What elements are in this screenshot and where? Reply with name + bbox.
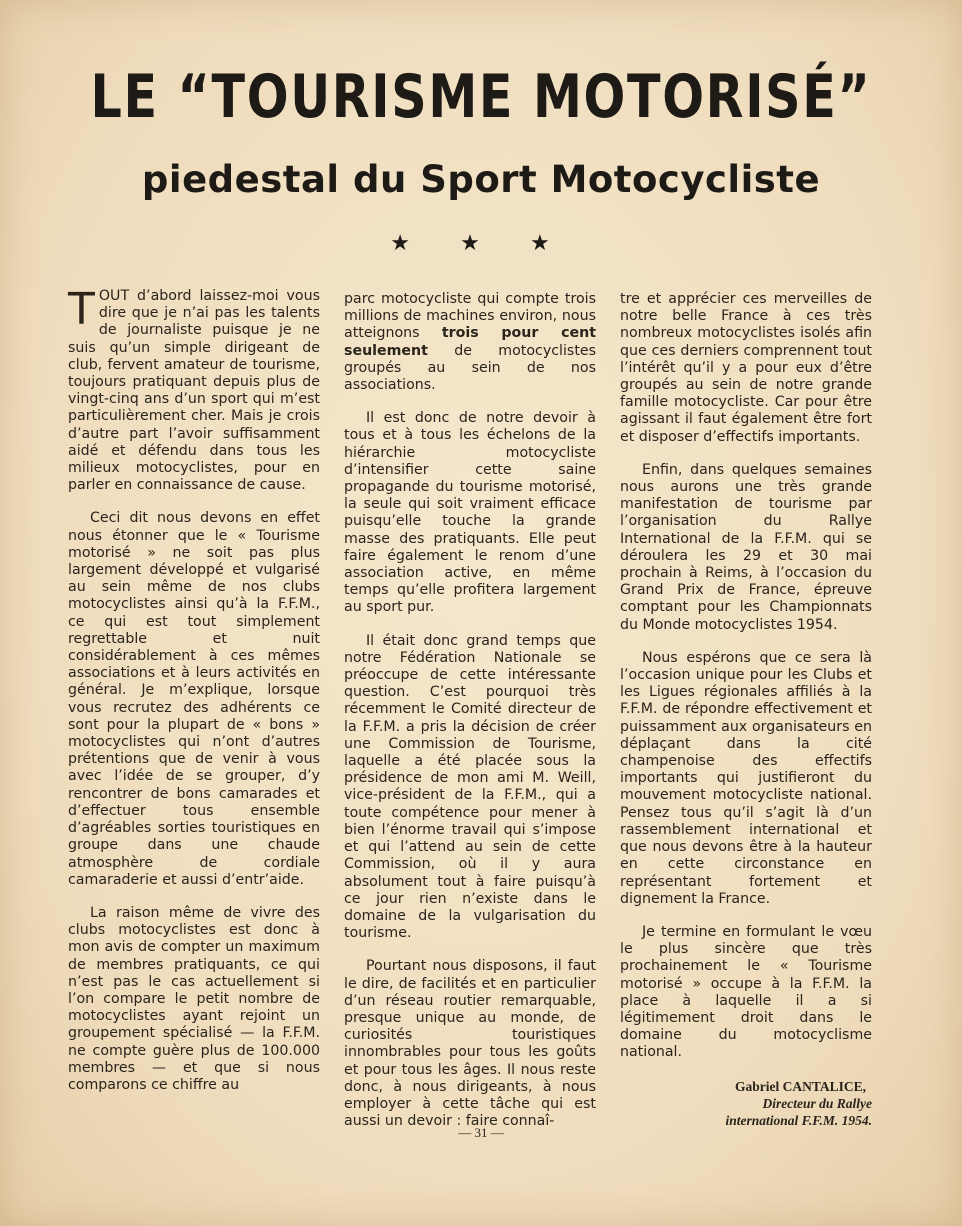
paragraph: Ceci dit nous devons en effet nous étonner que le « Tourisme motorisé » ne soit pas plus largement développé et vulgarisé au sein même de nos clubs motocyclistes ainsi qu’à la F.F.M., ce qui est tout simplement regrettable et nuit considérablement à ces mêmes associations et à leurs activités en général. Je m’explique, lorsque vous recrutez des adhérents ce sont pour la plupart de « bons » motocyclistes qui n’ont d’autres prétentions que de venir à vous avec l’idée de se grouper, d’y rencontrer de bons camarades et d’effectuer tous ensemble d’agréables sorties touristiques en groupe dans une chaude atmosphère de cordiale camaraderie et aussi d’entr’aide. <box>68 510 320 888</box>
paragraph: tre et apprécier ces merveilles de notre belle France à ces très nombreux motocyclistes isolés afin que ces derniers comprennent tout l’intérêt qu’il y a pour eux d’être groupés au sein de notre grande famille motocycliste. Car pour être agissant il faut également être fort et disposer d’effectifs importants. <box>620 291 872 445</box>
paragraph: Je termine en formulant le vœu le plus sincère que très prochainement le « Tourisme motorisé » occupe à la F.F.M. la place à laquelle il a si légitimement droit dans le domaine du motocyclisme national. <box>620 923 872 1061</box>
paragraph <box>344 291 596 394</box>
article-title: LE “TOURISME MOTORISÉ” <box>90 62 872 132</box>
signature-title-line-1: Directeur du Rallye <box>762 1095 872 1111</box>
paragraph-text: OUT d’abord laissez-moi vous dire que je n’ai pas les talents de journaliste puisque je ne suis qu’un simple dirigeant de club, fervent amateur de tourisme, toujours pratiquant depuis plus de vingt-cinq ans d’un sport qui m’est particulièrement cher. Mais je crois d’autre part l’avoir suffisamment aidé et défendu dans tous les milieux motocyclistes, pour en parler en connaissance de cause. <box>68 288 320 494</box>
paragraph-text: de motocyclistes groupés au sein de nos associations. <box>344 342 596 394</box>
drop-cap: T <box>68 284 95 335</box>
paragraph: La raison même de vivre des clubs motocyclistes est donc à mon avis de compter un maximum de membres pratiquants, ce qui n’est pas le cas actuellement si l’on compare le petit nombre de motocyclistes ayant rejoint un groupement spécialisé — la F.F.M. ne compte guère plus de 100.000 membres — et que si nous comparons ce chiffre au <box>68 904 320 1093</box>
emphasis-text: trois pour cent seulement <box>344 325 596 359</box>
page-number: — 31 — <box>458 1125 504 1140</box>
paragraph: Pourtant nous disposons, il faut le dire, de facilités et en particulier d’un réseau routier remarquable, presque unique au monde, de curiosités touristiques innombrables pour tous les goûts et pour tous les âges. Il nous reste donc, à nous dirigeants, à nous employer à cette tâche qui est aussi un devoir : faire connaî- <box>344 958 596 1130</box>
star-ornament: ★ ★ ★ <box>390 230 572 255</box>
article-subtitle: piedestal du Sport Motocycliste <box>141 158 821 201</box>
column-1 <box>68 284 320 1110</box>
paragraph: Il était donc grand temps que notre Fédération Nationale se préoccupe de cette intéressante question. C’est pourquoi très récemment le Comité directeur de la F.F.M. a pris la décision de créer une Commission de Tourisme, laquelle a été placée sous la présidence de mon ami M. Weill, vice-président de la F.F.M., qui a toute compétence pour mener à bien l’énorme travail qui s’impose et qui l’attend au sein de cette Commission, où il y aura absolument tout à faire puisqu’à ce jour rien n’existe dans le domaine de la vulgarisation du tourisme. <box>344 632 596 942</box>
paragraph-text: parc motocycliste qui compte trois millions de machines environ, nous atteignons <box>344 291 596 342</box>
column-2 <box>344 291 596 1146</box>
signature-title-line-2: international F.F.M. 1954. <box>725 1112 872 1128</box>
column-3 <box>620 291 872 1129</box>
paragraph: Nous espérons que ce sera là l’occasion unique pour les Clubs et les Ligues régionales affiliés à la F.F.M. de répondre effectivement et puissamment aux organisateurs en déplaçant dans la cité champenoise des effectifs importants qui justifieront du mouvement motocycliste national. Pensez tous qu’il s’agit là d’un rassemblement international et que nous devons être à la hauteur en cette circonstance en représentant fortement et dignement la France. <box>620 649 872 907</box>
signature-name: Gabriel CANTALICE, <box>734 1078 866 1094</box>
paragraph <box>68 284 320 494</box>
paragraph: Enfin, dans quelques semaines nous aurons une très grande manifestation de tourisme par l’organisation du Rallye International de la F.F.M. qui se déroulera les 29 et 30 mai prochain à Reims, à l’occasion du Grand Prix de France, épreuve comptant pour les Championnats du Monde motocyclistes 1954. <box>620 461 872 633</box>
signature-block <box>620 1078 872 1129</box>
paragraph: Il est donc de notre devoir à tous et à tous les échelons de la hiérarchie motocycliste d’intensifier cette saine propagande du tourisme motorisé, la seule qui soit vraiment efficace puisqu’elle touche la grande masse des pratiquants. Elle peut faire également le renom d’une association active, en même temps qu’elle profitera largement au sport pur. <box>344 410 596 616</box>
